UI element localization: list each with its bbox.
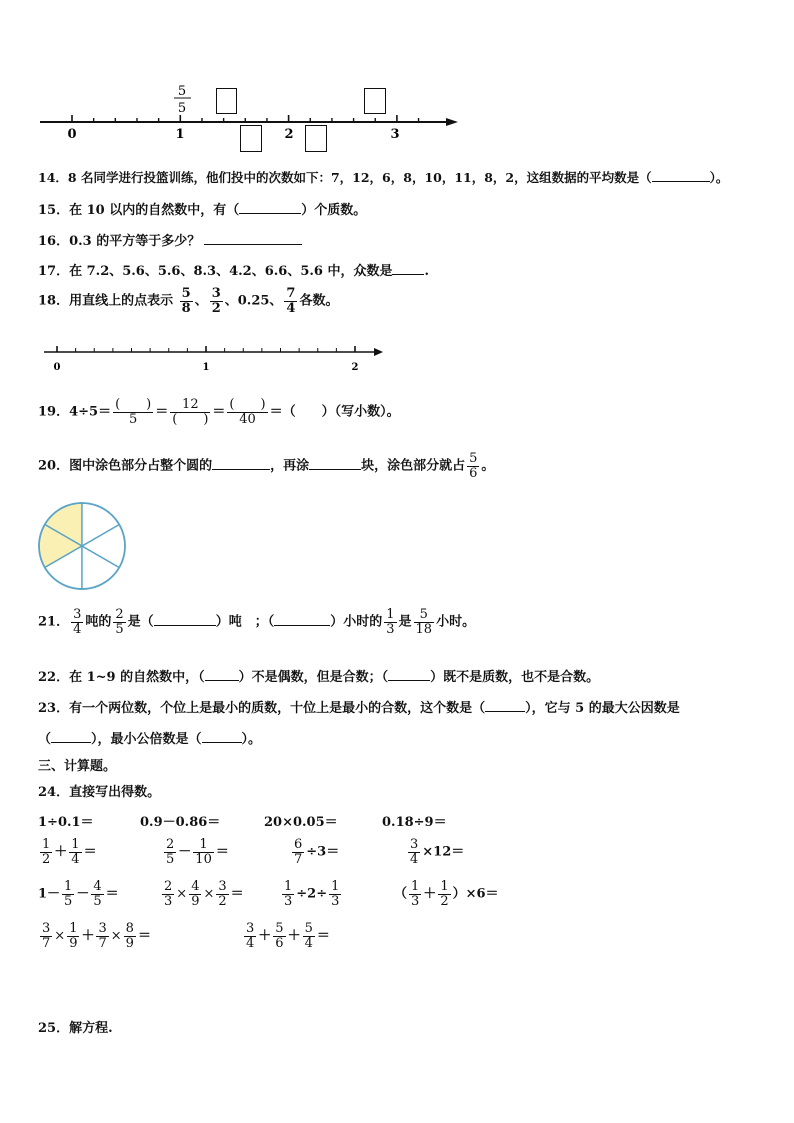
calc-item: 1÷0.1＝ [38, 815, 94, 830]
calc-item: $\frac{2}{3}$ × $\frac{4}{9}$ × $\frac{3}{2}$ ＝ [164, 879, 244, 909]
answer-blank[interactable] [388, 680, 430, 681]
section-heading: 三、计算题。 [38, 759, 117, 774]
answer-box-1[interactable] [216, 88, 237, 114]
calc-item: 0.18÷9＝ [382, 815, 447, 830]
answer-blank[interactable] [239, 213, 301, 214]
answer-blank[interactable] [652, 181, 710, 182]
calc-item: $\frac{3}{7}$ × $\frac{1}{9}$ ＋ $\frac{3}{7}$ × $\frac{8}{9}$ ＝ [42, 921, 151, 951]
answer-blank[interactable] [274, 625, 330, 626]
tick-label-1: 1 [175, 127, 185, 142]
calc-item: 0.9－0.86＝ [140, 815, 221, 830]
answer-box-4[interactable] [364, 88, 386, 114]
calc-item: $\frac{1}{2}$ ＋ $\frac{1}{4}$ ＝ [42, 837, 97, 867]
calc-item: 20×0.05＝ [264, 815, 338, 830]
question-17: 17．在 7.2、5.6、5.6、8.3、4.2、6.6、5.6 中，众数是 . [38, 264, 429, 279]
calc-item: $\frac{3}{4}$ ×12＝ [410, 837, 465, 867]
question-18: 18．用直线上的点表示 $\frac{5}{8}$ 、 $\frac{3}{2}$ 、0.25、 $\frac{7}{4}$ 各数。 [38, 286, 339, 316]
answer-blank[interactable] [309, 469, 361, 470]
question-23: 23．有一个两位数，个位上是最小的质数，十位上是最小的合数，这个数是（ ），它与 5 的最大公因数是 [38, 701, 680, 716]
answer-box-2[interactable] [240, 125, 262, 152]
fraction: $\frac{3}{2}$ [211, 286, 221, 316]
answer-blank[interactable] [51, 742, 91, 743]
tick-label-3: 3 [390, 127, 400, 142]
calc-item: $\frac{2}{5}$ － $\frac{1}{10}$ ＝ [166, 837, 229, 867]
question-15: 15．在 10 以内的自然数中，有（ ）个质数。 [38, 203, 367, 218]
fraction-numerator: 5 [177, 84, 187, 99]
answer-blank[interactable] [212, 469, 270, 470]
question-22: 22．在 1~9 的自然数中，（ ）不是偶数，但是合数；（ ）既不是质数，也不是合数。 [38, 670, 600, 685]
answer-blank[interactable] [205, 680, 239, 681]
fraction: $\frac{5}{6}$ [469, 451, 478, 481]
calc-item: 1－ $\frac{1}{5}$ － $\frac{4}{5}$ ＝ [38, 879, 119, 909]
question-24: 24．直接写出得数。 [38, 785, 161, 800]
answer-blank[interactable] [202, 742, 242, 743]
answer-blank[interactable] [392, 274, 424, 275]
calc-item: $\frac{1}{3}$ ÷2÷ $\frac{1}{3}$ [284, 879, 340, 909]
answer-blank[interactable] [204, 244, 302, 245]
answer-blank[interactable] [154, 625, 216, 626]
question-19: 19．4÷5＝ $\frac{( )}{5}$ ＝ $\frac{12}{( )}$ ＝ $\frac{( )}{40}$ ＝（ ）（写小数）。 [38, 397, 400, 427]
calc-item: $\frac{3}{4}$ ＋ $\frac{5}{6}$ ＋ $\frac{5}{4}$ ＝ [246, 921, 330, 951]
calc-item: （ $\frac{1}{3}$ ＋ $\frac{1}{2}$ ）×6＝ [394, 879, 499, 909]
fraction: $\frac{5}{8}$ [181, 286, 191, 316]
fraction: $\frac{12}{( )}$ [172, 397, 209, 427]
fraction: $\frac{( )}{5}$ [115, 397, 152, 427]
fraction: $\frac{7}{4}$ [286, 286, 296, 316]
question-14: 14．8 名同学进行投篮训练，他们投中的次数如下：7，12，6，8，10，11，8，2，这组数据的平均数是（ ）。 [38, 170, 729, 185]
pie-circle [36, 500, 128, 592]
question-16: 16．0.3 的平方等于多少？ [38, 230, 302, 249]
question-20: 20．图中涂色部分占整个圆的 ，再涂 块，涂色部分就占 $\frac{5}{6}$ 。 [38, 451, 495, 481]
axis-label-1: 1 [202, 362, 210, 373]
axis-label-2: 2 [351, 362, 359, 373]
fraction: $\frac{1}{3}$ [386, 607, 395, 637]
fraction-denominator: 5 [177, 101, 187, 116]
q18-number-line [40, 340, 390, 374]
fraction: $\frac{2}{5}$ [115, 607, 124, 637]
fraction: $\frac{5}{18}$ [415, 607, 433, 637]
calc-item: $\frac{6}{7}$ ÷3＝ [294, 837, 340, 867]
tick-label-2: 2 [284, 127, 294, 142]
question-21: 21． $\frac{3}{4}$ 吨的 $\frac{2}{5}$ 是（ ）吨 ；（ ）小时的 $\frac{1}{3}$ 是 $\frac{5}{18}$ 小时。 [38, 607, 476, 637]
answer-box-3[interactable] [305, 125, 327, 152]
answer-blank[interactable] [485, 711, 525, 712]
fraction: $\frac{( )}{40}$ [229, 397, 266, 427]
axis-label-0: 0 [53, 362, 61, 373]
tick-label-0: 0 [67, 127, 77, 142]
fraction: $\frac{3}{4}$ [73, 607, 82, 637]
question-25: 25．解方程. [38, 1021, 113, 1036]
question-23-line2: （ ），最小公倍数是（ ）。 [38, 732, 262, 747]
